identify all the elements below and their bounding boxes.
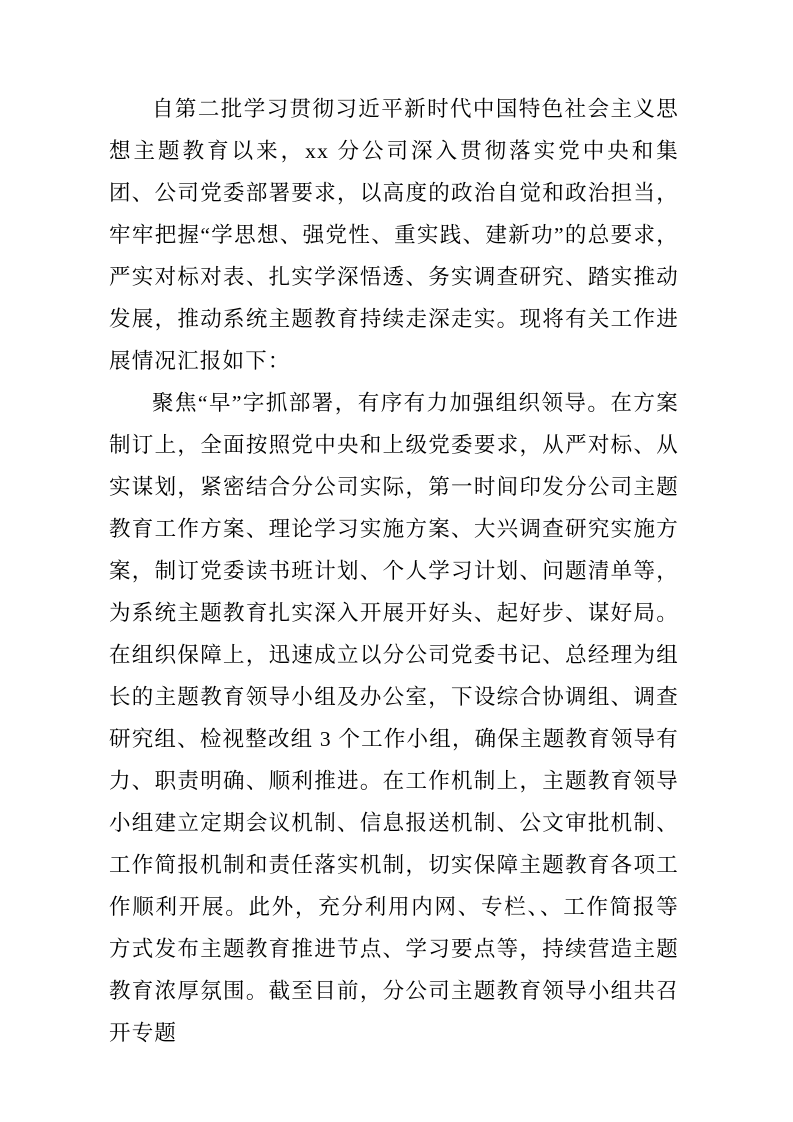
paragraph-intro: 自第二批学习贯彻习近平新时代中国特色社会主义思想主题教育以来，xx 分公司深入贯彻落实党中央和集团、公司党委部署要求，以高度的政治自觉和政治担当，牢牢把握“学思想、强党性、重实践、建新功”的总要求，严实对标对表、扎实学深悟透、务实调查研究、踏实推动发展，推动系统主题教育持续走深走实。现将有关工作进展情况汇报如下： bbox=[109, 97, 679, 373]
paragraph-organization-leadership: 聚焦“早”字抓部署，有序有力加强组织领导。在方案制订上，全面按照党中央和上级党委要求，从严对标、从实谋划，紧密结合分公司实际，第一时间印发分公司主题教育工作方案、理论学习实施方案、大兴调查研究实施方案，制订党委读书班计划、个人学习计划、问题清单等，为系统主题教育扎实深入开展开好头、起好步、谋好局。在组织保障上，迅速成立以分公司党委书记、总经理为组长的主题教育领导小组及办公室，下设综合协调组、调查研究组、检视整改组 3 个工作小组，确保主题教育领导有力、职责明确、顺利推进。在工作机制上，主题教育领导小组建立定期会议机制、信息报送机制、公文审批机制、工作简报机制和责任落实机制，切实保障主题教育各项工作顺利开展。此外，充分利用内网、专栏、、工作简报等方式发布主题教育推进节点、学习要点等，持续营造主题教育浓厚氛围。截至目前，分公司主题教育领导小组共召开专题 bbox=[109, 391, 679, 1045]
